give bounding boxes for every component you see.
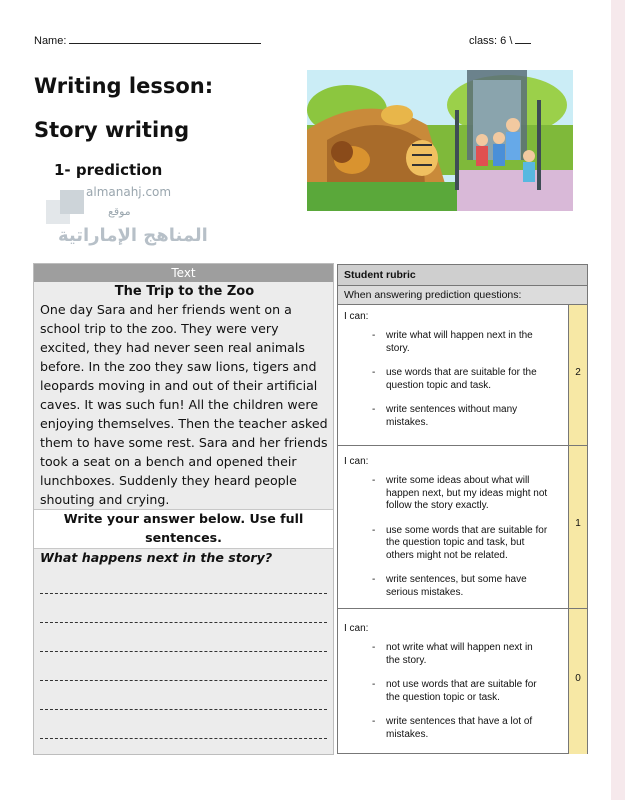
instruction-line: sentences. bbox=[145, 529, 222, 545]
rubric-header: Student rubric bbox=[338, 265, 587, 286]
criterion-line: serious mistakes. bbox=[386, 586, 464, 598]
rubric-score bbox=[568, 446, 587, 608]
lesson-subtitle: Story writing bbox=[34, 118, 190, 142]
story-line: before. In the zoo they saw lions, tigers and bbox=[40, 359, 317, 374]
rubric-criterion bbox=[344, 716, 568, 741]
class-label: class: 6 \ bbox=[469, 35, 513, 47]
story-line: school trip to the zoo. They were very bbox=[40, 321, 279, 336]
criterion-line: - use words that are suitable for the bbox=[386, 367, 537, 378]
watermark-site: almanahj.com bbox=[86, 185, 172, 199]
answer-area bbox=[34, 549, 333, 754]
story-line: took a seat on a bench and opened their bbox=[40, 454, 297, 469]
story-line: shouting and crying. bbox=[40, 492, 170, 507]
story-title: The Trip to the Zoo bbox=[114, 284, 255, 299]
story-panel bbox=[34, 282, 333, 509]
answer-line[interactable] bbox=[40, 623, 327, 652]
criterion-line: - write sentences, but some have bbox=[386, 574, 527, 585]
rubric-score bbox=[568, 305, 587, 445]
criterion-line: the question topic or task. bbox=[386, 691, 500, 703]
rubric-criterion bbox=[344, 330, 568, 355]
criterion-line: - write sentences that have a lot of bbox=[386, 716, 533, 727]
rubric-criterion bbox=[344, 574, 568, 599]
rubric-level-0 bbox=[338, 609, 587, 754]
rubric-criterion bbox=[344, 367, 568, 392]
criterion-line: - write some ideas about what will bbox=[386, 475, 530, 486]
rubric-score bbox=[568, 609, 587, 754]
answer-line[interactable] bbox=[40, 594, 327, 623]
rubric-criterion bbox=[344, 679, 568, 704]
story-line: One day Sara and her friends went on a bbox=[40, 302, 292, 317]
rubric-criterion bbox=[344, 404, 568, 429]
rubric-criterion bbox=[344, 642, 568, 667]
text-table-header: Text bbox=[34, 264, 333, 282]
criterion-line: mistakes. bbox=[386, 728, 429, 740]
name-label: Name: bbox=[34, 35, 67, 47]
ican-label: I can: bbox=[344, 456, 369, 467]
score-value: 0 bbox=[575, 673, 581, 684]
criterion-line: story. bbox=[386, 342, 410, 354]
story-line: lunchboxes. Suddenly they heard people bbox=[40, 473, 297, 488]
answer-instruction bbox=[34, 509, 333, 549]
story-line: caves. It was such fun! All the children were bbox=[40, 397, 319, 412]
instruction-line: Write your answer below. Use full bbox=[63, 511, 304, 526]
rubric-level-2 bbox=[338, 305, 587, 446]
story-line: enjoying themselves. Then the teacher asked bbox=[40, 416, 328, 431]
story-line: leopards moving in and out of their artificial bbox=[40, 378, 318, 393]
name-blank[interactable] bbox=[69, 33, 261, 44]
class-blank[interactable] bbox=[515, 33, 531, 44]
score-value: 1 bbox=[575, 518, 581, 529]
rubric-criterion bbox=[344, 525, 568, 563]
criterion-line: question topic and task. bbox=[386, 379, 492, 391]
ican-label: I can: bbox=[344, 623, 369, 634]
lesson-title: Writing lesson: bbox=[34, 74, 214, 98]
zoo-illustration bbox=[307, 70, 573, 211]
criterion-line: - write what will happen next in the bbox=[386, 330, 533, 341]
criterion-line: - not use words that are suitable for bbox=[386, 679, 537, 690]
rubric-criterion bbox=[344, 475, 568, 513]
criterion-line: happen next, but my ideas might not bbox=[386, 487, 548, 499]
answer-line[interactable] bbox=[40, 652, 327, 681]
criterion-line: - not write what will happen next in bbox=[386, 642, 533, 653]
watermark-arabic-small: موقع bbox=[108, 205, 131, 218]
rubric-level-1 bbox=[338, 446, 587, 609]
page-edge-strip bbox=[611, 0, 625, 800]
criterion-line: - write sentences without many bbox=[386, 404, 518, 415]
criterion-line: follow the story exactly. bbox=[386, 500, 489, 511]
story-line: them to have some rest. Sara and her friends bbox=[40, 435, 328, 450]
story-body bbox=[40, 300, 329, 509]
answer-line[interactable] bbox=[40, 681, 327, 710]
student-rubric bbox=[337, 264, 588, 754]
watermark-arabic: المناهج الإماراتية bbox=[58, 225, 208, 246]
rubric-subheader: When answering prediction questions: bbox=[338, 286, 587, 305]
section-heading: 1- prediction bbox=[54, 161, 163, 179]
class-field[interactable] bbox=[469, 33, 531, 47]
criterion-line: - use some words that are suitable for bbox=[386, 524, 548, 536]
score-value: 2 bbox=[575, 367, 581, 378]
criterion-line: others might not be related. bbox=[386, 549, 508, 561]
answer-line[interactable] bbox=[40, 565, 327, 594]
story-line: excited, they had never seen real animals bbox=[40, 340, 305, 355]
ican-label: I can: bbox=[344, 311, 369, 322]
criterion-line: the question topic and task, but bbox=[386, 537, 525, 548]
question-text: What happens next in the story? bbox=[40, 550, 273, 565]
text-table bbox=[33, 263, 334, 755]
criterion-line: mistakes. bbox=[386, 416, 429, 428]
answer-line[interactable] bbox=[40, 710, 327, 739]
criterion-line: the story. bbox=[386, 654, 427, 666]
name-field[interactable] bbox=[34, 33, 261, 47]
